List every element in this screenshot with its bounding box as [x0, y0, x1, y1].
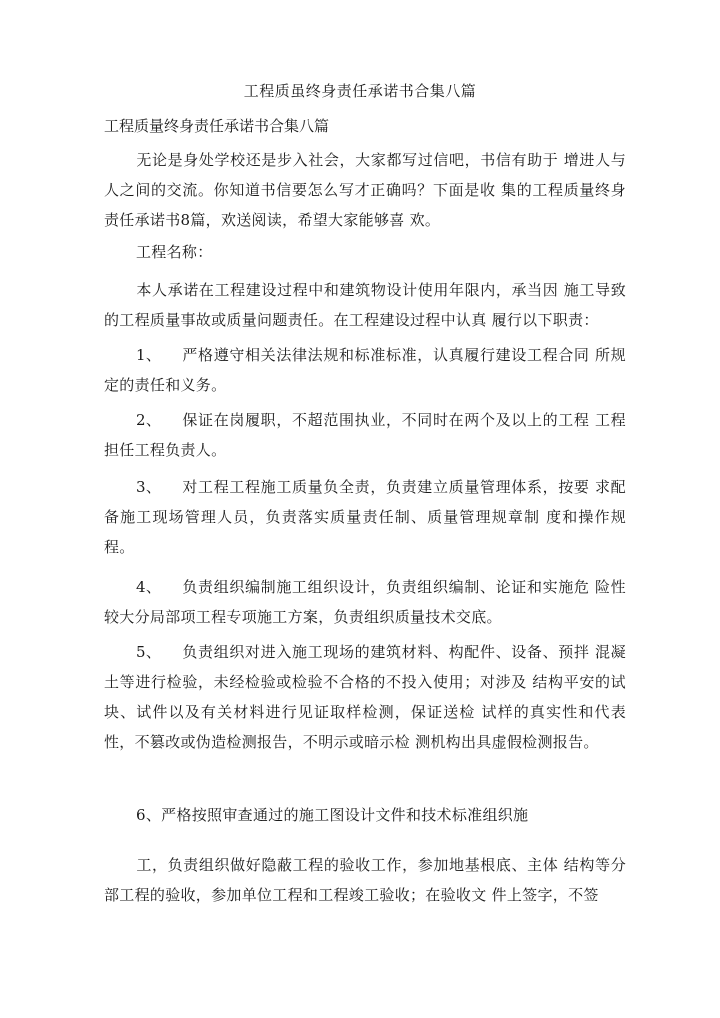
document-subtitle: 工程质量终身责任承诺书合集八篇 [104, 117, 330, 135]
item-number: 4、 [136, 578, 162, 596]
item-text: 对工程工程施工质量负全责，负责建立质量管理体系，按要 求配备施工现场管理人员，负责落实质量责任制、质量管理规章制 度和操作规程。 [104, 478, 626, 556]
list-item [104, 637, 626, 757]
item-6-continuation: 工，负责组织做好隐蔽工程的验收工作，参加地基根底、主体 结构等分部工程的验收，参加单位工程和工程竣工验收；在验收文 件上签字，不签 [104, 856, 626, 904]
intro-paragraph [104, 145, 626, 235]
continuation-paragraph [104, 850, 626, 910]
document-title: 工程质虽终身责任承诺书合集八篇 [243, 82, 477, 100]
item-number: 2、 [136, 411, 162, 429]
list-item [104, 472, 626, 562]
project-name-label: 工程名称： [136, 243, 213, 261]
list-item [104, 572, 626, 632]
commitment-paragraph [104, 275, 626, 335]
list-item [104, 405, 626, 465]
intro-text: 无论是身处学校还是步入社会，大家都写过信吧，书信有助于 增进人与人之间的交流。你知道书信要怎么写才正确吗？下面是收 集的工程质量终身责任承诺书8篇，欢送阅读，希望大家能够喜 欢。 [104, 151, 626, 229]
item-number: 3、 [136, 478, 162, 496]
list-item [104, 800, 626, 830]
item-text: 保证在岗履职，不超范围执业，不同时在两个及以上的工程 工程担任工程负责人。 [104, 411, 626, 459]
item-6-line: 6、严格按照审查通过的施工图设计文件和技术标准组织施 [136, 806, 529, 824]
item-number: 1、 [136, 346, 162, 364]
item-text: 负责组织对进入施工现场的建筑材料、构配件、设备、预拌 混凝土等进行检验，未经检验或检验不合格的不投入使用；对涉及 结构平安的试块、试件以及有关材料进行见证取样检测，保证送检 试样的真实性和代表性，不篡改或伪造检测报告，不明示或暗示检 测机构出具虚假检测报告。 [104, 643, 626, 751]
item-text: 严格遵守相关法律法规和标准标准，认真履行建设工程合同 所规定的责任和义务。 [104, 346, 626, 394]
list-item [104, 340, 626, 400]
commitment-text: 本人承诺在工程建设过程中和建筑物设计使用年限内，承当因 施工导致的工程质量事故或质量问题责任。在工程建设过程中认真 履行以下职责： [104, 281, 626, 329]
item-number: 5、 [136, 643, 162, 661]
project-name-line [104, 237, 626, 267]
item-text: 负责组织编制施工组织设计，负责组织编制、论证和实施危 险性较大分局部项工程专项施工方案，负责组织质量技术交底。 [104, 578, 626, 626]
